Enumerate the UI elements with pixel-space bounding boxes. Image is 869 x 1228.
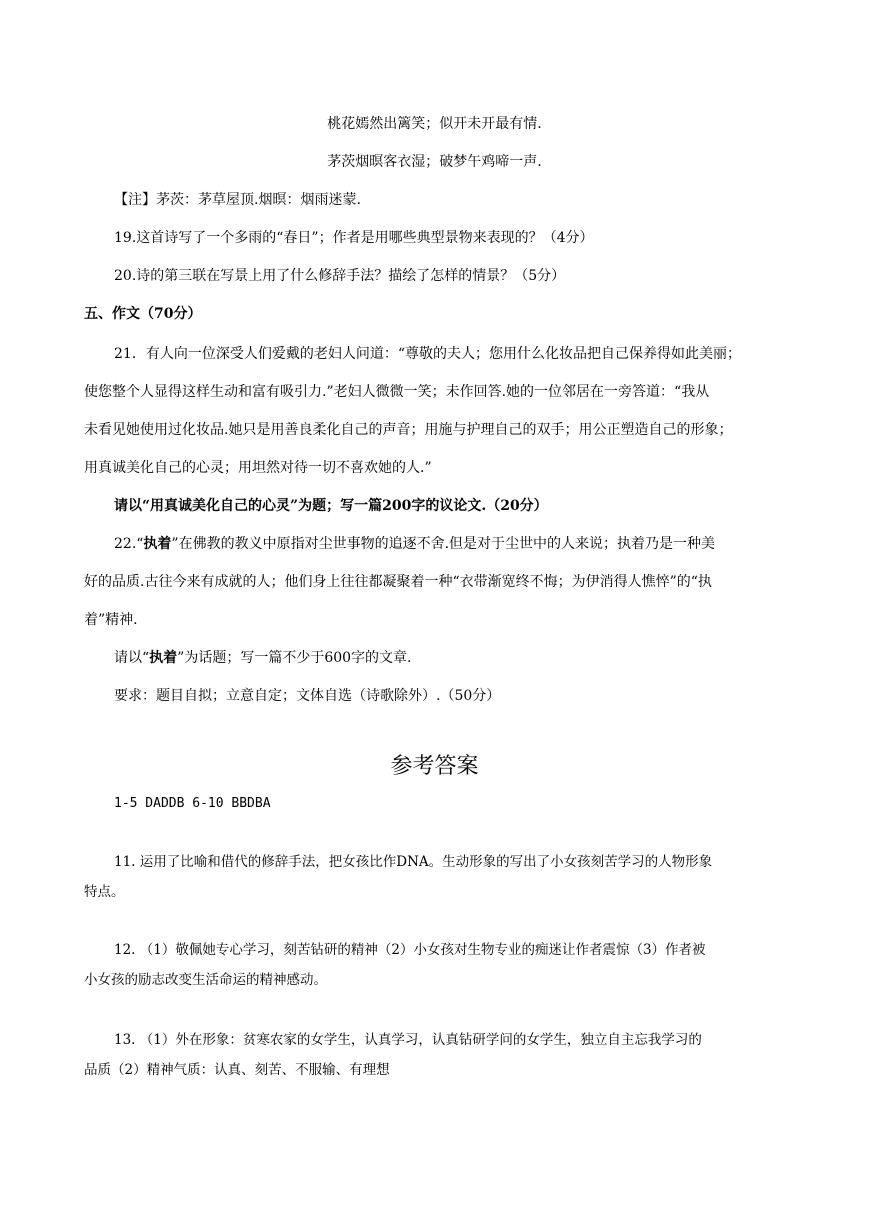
question-20: 20.诗的第三联在写景上用了什么修辞手法？描绘了怎样的情景？（5分） bbox=[114, 268, 566, 284]
q22-task-prefix: 请以“ bbox=[114, 650, 150, 666]
answer-13-line-1: 13. （1）外在形象：贫寒农家的女学生，认真学习，认真钻研学问的女学生，独立自主忘我学习的 bbox=[114, 1032, 702, 1048]
q22-task bbox=[114, 648, 412, 668]
answers-multiple-choice: 1-5 DADDB 6-10 BBDBA bbox=[114, 796, 271, 811]
section-5-title: 五、作文（70分） bbox=[84, 306, 202, 322]
answer-13-line-2: 品质（2）精神气质：认真、刻苦、不服输、有理想 bbox=[84, 1062, 390, 1078]
question-19: 19.这首诗写了一个多雨的“春日”；作者是用哪些典型景物来表现的？（4分） bbox=[114, 230, 594, 246]
q21-line-2: 使您整个人显得这样生动和富有吸引力.”老妇人微微一笑；未作回答.她的一位邻居在一旁答道：“我从 bbox=[84, 384, 710, 400]
note-text: 茅茨：茅草屋顶.烟暝：烟雨迷蒙. bbox=[156, 192, 361, 208]
answer-11-line-2: 特点。 bbox=[84, 884, 125, 900]
q21-line-3: 未看见她使用过化妆品.她只是用善良柔化自己的声音；用施与护理自己的双手；用公正塑造自己的形象； bbox=[84, 422, 733, 438]
q22-line-2: 好的品质.古往今来有成就的人；他们身上往往都凝聚着一种“衣带渐宽终不悔；为伊消得人憔悴”的“执 bbox=[84, 574, 712, 590]
q22-prefix: 22.“ bbox=[114, 536, 144, 552]
answer-12-line-1: 12. （1）敬佩她专心学习，刻苦钻研的精神（2）小女孩对生物专业的痴迷让作者震惊（3）作者被 bbox=[114, 942, 706, 958]
q22-keyword: 执着 bbox=[143, 536, 172, 552]
q22-line-3: 着”精神. bbox=[84, 612, 138, 628]
q22-task-keyword: 执着 bbox=[149, 650, 178, 666]
q22-task-rest: ”为话题；写一篇不少于600字的文章. bbox=[177, 650, 412, 666]
annotation-note bbox=[114, 190, 361, 210]
q21-line-4: 用真诚美化自己的心灵；用坦然对待一切不喜欢她的人.” bbox=[84, 460, 432, 476]
poem-line-3: 桃花嫣然出篱笑；似开未开最有情. bbox=[327, 116, 542, 132]
answers-title: 参考答案 bbox=[390, 754, 479, 779]
note-prefix: 【注】 bbox=[114, 192, 156, 208]
poem-line-4: 茅茨烟暝客衣湿；破梦午鸡啼一声. bbox=[327, 154, 542, 170]
answer-12-line-2: 小女孩的励志改变生活命运的精神感动。 bbox=[84, 972, 327, 988]
q22-line-1 bbox=[114, 534, 715, 554]
q21-line-1: 21．有人向一位深受人们爱戴的老妇人问道：“尊敬的夫人；您用什么化妆品把自己保养得如此美丽； bbox=[114, 346, 741, 362]
q22-line-1-rest: ”在佛教的教义中原指对尘世事物的追逐不舍.但是对于尘世中的人来说；执着乃是一种美 bbox=[171, 536, 716, 552]
q21-task: 请以“用真诚美化自己的心灵”为题；写一篇200字的议论文.（20分） bbox=[114, 498, 548, 514]
q22-requirements: 要求：题目自拟；立意自定；文体自选（诗歌除外）.（50分） bbox=[114, 688, 501, 704]
answer-11-line-1: 11. 运用了比喻和借代的修辞手法，把女孩比作DNA。生动形象的写出了小女孩刻苦学习的人物形象 bbox=[114, 854, 713, 870]
